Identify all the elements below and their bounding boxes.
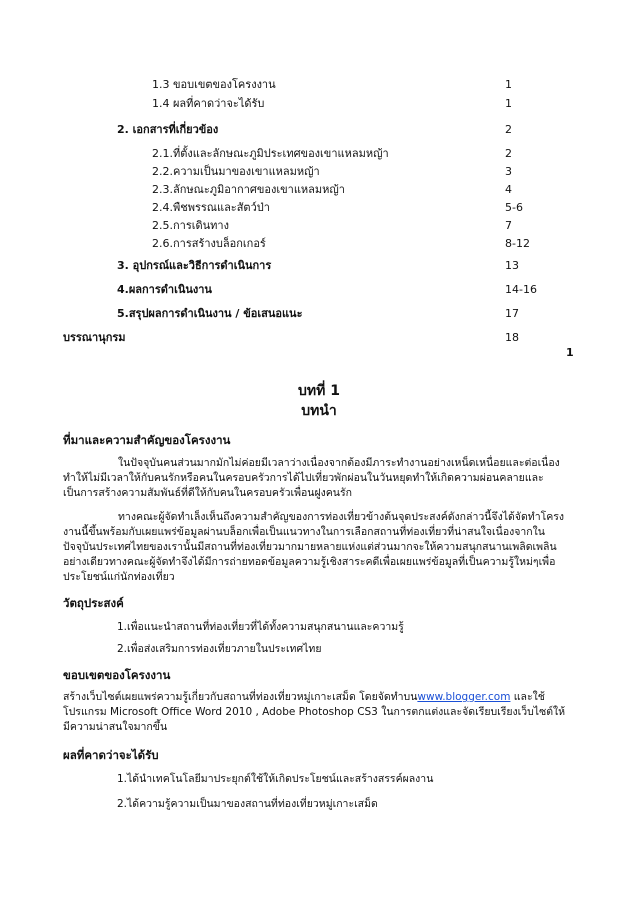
toc-page: 1 [505, 78, 512, 91]
toc-entry: 2.4.พืชพรรณและสัตว์ป่า [152, 201, 270, 214]
chapter-title: บทนำ [301, 403, 337, 419]
section-heading-scope: ขอบเขตของโครงงาน [63, 668, 171, 682]
toc-page: 14-16 [505, 283, 537, 296]
scope-paragraph [63, 690, 571, 735]
toc-page: 4 [505, 183, 512, 196]
toc-page: 8-12 [505, 237, 530, 250]
toc-entry: 1.3 ขอบเขตของโครงงาน [152, 78, 276, 91]
background-paragraph-2 [63, 510, 571, 585]
toc-page: 1 [505, 97, 512, 110]
toc-entry: 2. เอกสารที่เกี่ยวข้อง [117, 123, 219, 136]
section-heading-outcomes: ผลที่คาดว่าจะได้รับ [63, 748, 159, 762]
toc-page: 3 [505, 165, 512, 178]
objective-item: 1.เพื่อแนะนำสถานที่ท่องเที่ยวที่ได้ทั้งความสนุกสนานและความรู้ [117, 621, 404, 633]
toc-entry: 2.3.ลักษณะภูมิอากาศของเขาแหลมหญ้า [152, 183, 345, 196]
paragraph-text: สร้างเว็บไซต์เผยแพร่ความรู้เกี่ยวกับสถานที่ท่องเที่ยวหมู่เกาะเสม็ด โดยจัดทำบน [63, 691, 418, 703]
toc-page: 2 [505, 123, 512, 136]
toc-page: 18 [505, 331, 519, 344]
toc-entry: 2.6.การสร้างบล็อกเกอร์ [152, 237, 266, 250]
toc-entry: 4.ผลการดำเนินงาน [117, 283, 212, 296]
toc-entry: 2.1.ที่ตั้งและลักษณะภูมิประเทศของเขาแหลมหญ้า [152, 147, 389, 160]
background-paragraph-1 [63, 456, 571, 501]
toc-entry: บรรณานุกรม [63, 331, 126, 344]
section-heading-objectives: วัตถุประสงค์ [63, 596, 124, 610]
toc-page: 17 [505, 307, 519, 320]
toc-page: 5-6 [505, 201, 523, 214]
section-heading-background: ที่มาและความสำคัญของโครงงาน [63, 433, 231, 447]
toc-page: 2 [505, 147, 512, 160]
toc-page: 7 [505, 219, 512, 232]
paragraph-text: ในปัจจุบันคนส่วนมากมักไม่ค่อยมีเวลาว่างเนื่องจากต้องมีภาระทำงานอย่างเหน็ดเหนื่อยและต่อเนื่องทำให้ไม่มีเวลาให้กับคนรักหรือคนในครอบครัวการได้ไปเที่ยวพักผ่อนในวันหยุดทำให้เกิดความผ่อนคลายและเป็นการสร้างความสัมพันธ์ที่ดีให้กับคนในครอบครัวเพื่อนฝูงคนรัก [63, 457, 560, 499]
toc-entry: 2.2.ความเป็นมาของเขาแหลมหญ้า [152, 165, 320, 178]
toc-page: 13 [505, 259, 519, 272]
blogger-link[interactable]: www.blogger.com [417, 691, 511, 703]
toc-entry: 3. อุปกรณ์และวิธีการดำเนินการ [117, 259, 272, 272]
chapter-number: บทที่ 1 [298, 383, 340, 399]
toc-entry: 2.5.การเดินทาง [152, 219, 229, 232]
outcome-item: 1.ได้นำเทคโนโลยีมาประยุกต์ใช้ให้เกิดประโยชน์และสร้างสรรค์ผลงาน [117, 773, 434, 785]
paragraph-text: และใช้โปรแกรม Microsoft Office Word 2010 , Adobe Photoshop CS3 ในการตกแต่งและจัดเรียบเรียงเว็บไซต์ให้มีความน่าสนใจมากขึ้น [63, 691, 566, 733]
page-number: 1 [566, 346, 574, 359]
toc-entry: 5.สรุปผลการดำเนินงาน / ข้อเสนอแนะ [117, 307, 303, 320]
toc-entry: 1.4 ผลที่คาดว่าจะได้รับ [152, 97, 265, 110]
paragraph-text: ทางคณะผู้จัดทำเล็งเห็นถึงความสำคัญของการท่องเที่ยวข้างต้นจุดประสงค์ดังกล่าวนี้จึงได้จัดทำโครงงานนี้ขึ้นพร้อมกับเผยแพร่ข้อมูลผ่านบล็อกเพื่อเป็นแนวทางในการเลือกสถานที่ท่องเที่ยวที่น่าสนใจเนื่องจากในปัจจุบันประเทศไทยของเรานั้นมีสถานที่ท่องเที่ยวมากมายหลายแห่งแต่ส่วนมากจะให้ความสนุกสนานเพลิดเพลินอย่างเดียวทางคณะผู้จัดทำจึงได้มีการถ่ายทอดข้อมูลความรู้เชิงสาระคดีเพื่อเผยแพร่ข้อมูลที่เป็นความรู้ใหม่ๆเพื่อประโยชน์แก่นักท่องเที่ยว [63, 511, 565, 583]
outcome-item: 2.ได้ความรู้ความเป็นมาของสถานที่ท่องเที่ยวหมู่เกาะเสม็ด [117, 798, 378, 810]
objective-item: 2.เพื่อส่งเสริมการท่องเที่ยวภายในประเทศไทย [117, 643, 322, 655]
